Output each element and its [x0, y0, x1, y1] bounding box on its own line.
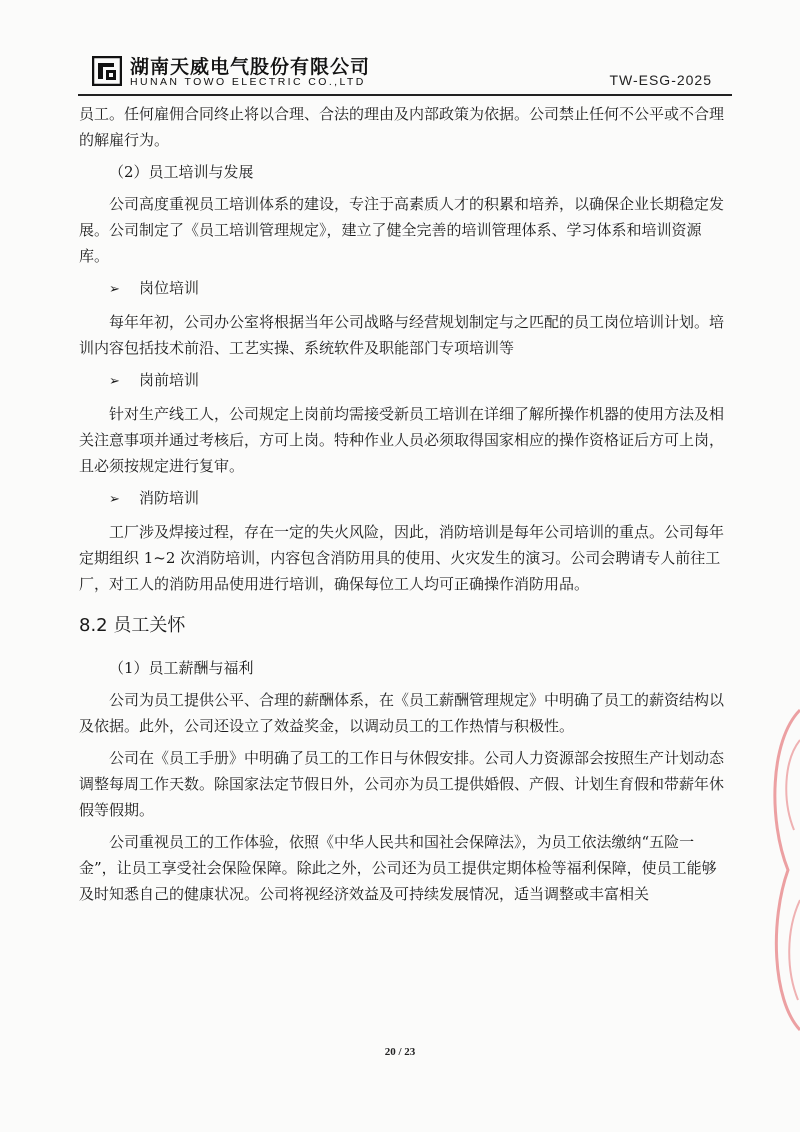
paragraph: 工厂涉及焊接过程，存在一定的失火风险，因此，消防培训是每年公司培训的重点。公司每年定期组织 1~2 次消防培训，内容包含消防用具的使用、火灾发生的演习。公司会聘请专人前往工厂，对工人的消防用品使用进行培训，确保每位工人均可正确操作消防用品。 — [79, 523, 725, 593]
seal-stamp — [760, 700, 800, 1040]
company-logo-icon — [92, 56, 122, 86]
bullet-label: 岗前培训 — [139, 371, 200, 389]
subheading-pay: （1）员工薪酬与福利 — [109, 659, 254, 677]
paragraph: 公司在《员工手册》中明确了员工的工作日与休假安排。公司人力资源部会按照生产计划动态调整每周工作天数。除国家法定节假日外，公司亦为员工提供婚假、产假、计划生育假和带薪年休假等假期。 — [79, 749, 725, 819]
paragraph: 公司高度重视员工培训体系的建设，专注于高素质人才的积累和培养，以确保企业长期稳定发展。公司制定了《员工培训管理规定》，建立了健全完善的培训管理体系、学习体系和培训资源库。 — [79, 195, 725, 265]
paragraph: 针对生产线工人，公司规定上岗前均需接受新员工培训在详细了解所操作机器的使用方法及相关注意事项并通过考核后，方可上岗。特种作业人员必须取得国家相应的操作资格证后方可上岗，且必须按规定进行复审。 — [79, 405, 725, 475]
bullet-item — [79, 275, 731, 303]
arrow-bullet-icon: ➢ — [109, 282, 120, 297]
subheading-training: （2）员工培训与发展 — [109, 163, 254, 181]
header-divider — [78, 94, 732, 96]
company-name-cn: 湖南天威电气股份有限公司 — [130, 56, 371, 78]
paragraph: 员工。任何雇佣合同终止将以合理、合法的理由及内部政策为依据。公司禁止任何不公平或不合理的解雇行为。 — [79, 105, 725, 149]
paragraph: 公司重视员工的工作体验，依照《中华人民共和国社会保障法》，为员工依法缴纳“五险一金”，让员工享受社会保险保障。除此之外，公司还为员工提供定期体检等福利保障，使员工能够及时知悉自己的健康状况。公司将视经济效益及可持续发展情况，适当调整或丰富相关 — [79, 833, 717, 903]
bullet-item — [79, 485, 731, 513]
arrow-bullet-icon: ➢ — [109, 492, 120, 507]
bullet-item — [79, 367, 731, 395]
company-name-en: HUNAN TOWO ELECTRIC CO.,LTD — [130, 76, 366, 88]
paragraph: 每年年初，公司办公室将根据当年公司战略与经营规划制定与之匹配的员工岗位培训计划。培训内容包括技术前沿、工艺实操、系统软件及职能部门专项培训等 — [79, 313, 725, 357]
paragraph: 公司为员工提供公平、合理的薪酬体系，在《员工薪酬管理规定》中明确了员工的薪资结构以及依据。此外，公司还设立了效益奖金，以调动员工的工作热情与积极性。 — [79, 691, 725, 735]
bullet-label: 消防培训 — [139, 489, 200, 507]
page-number: 20 / 23 — [384, 1046, 416, 1058]
page-header — [0, 0, 800, 104]
bullet-label: 岗位培训 — [139, 279, 200, 297]
document-code: TW-ESG-2025 — [609, 72, 712, 88]
arrow-bullet-icon: ➢ — [109, 374, 120, 389]
page-content — [79, 101, 731, 913]
section-heading: 8.2 员工关怀 — [79, 615, 186, 636]
